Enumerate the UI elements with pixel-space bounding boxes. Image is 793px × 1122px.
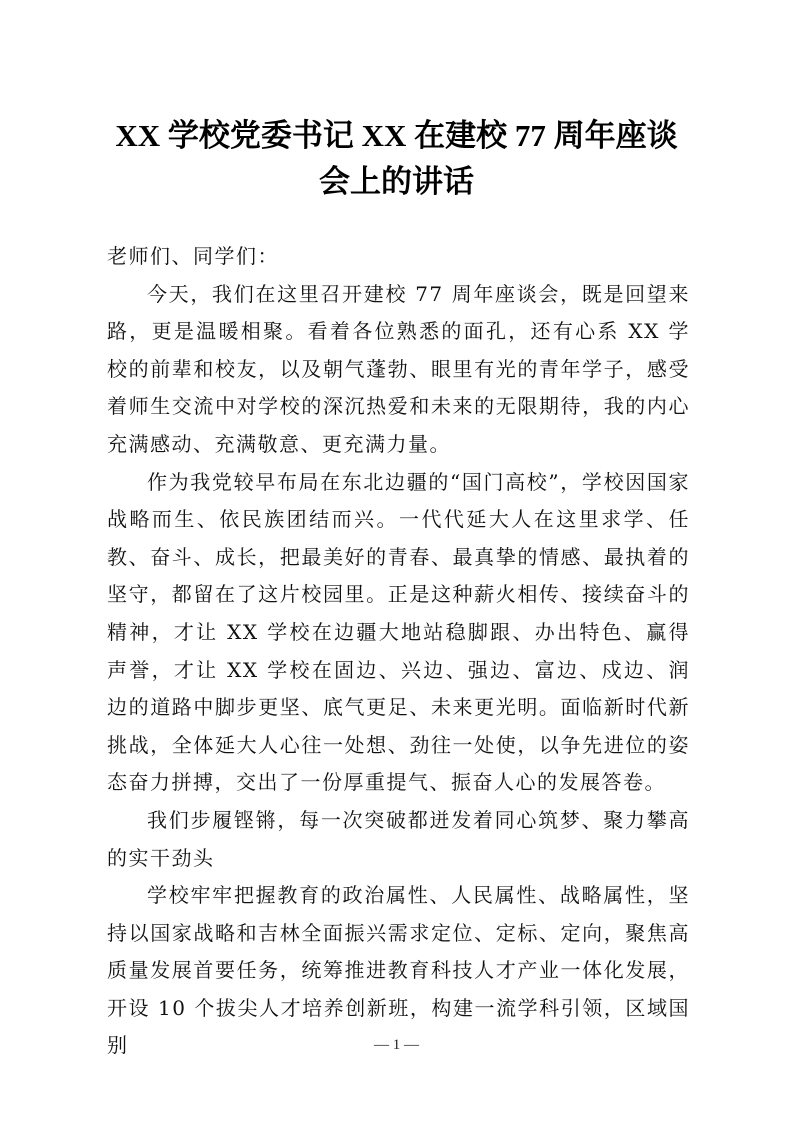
paragraph-2: 作为我党较早布局在东北边疆的“国门高校”，学校因国家战略而生、依民族团结而兴。一代代延大人在这里求学、任教、奋斗、成长，把最美好的青春、最真挚的情感、最执着的坚守，都留在了这片校园里。正是这种薪火相传、接续奋斗的精神，才让 XX 学校在边疆大地站稳脚跟、办出特色、赢得声誉，才让 XX 学校在固边、兴边、强边、富边、戍边、润边的道路中脚步更坚、底气更足、未来更光明。面临新时代新挑战，全体延大人心往一处想、劲往一处使，以争先进位的姿态奋力拼搏，交出了一份厚重提气、振奋人心的发展答卷。 [107,469,690,795]
paragraph-4: 学校牢牢把握教育的政治属性、人民属性、战略属性，坚持以国家战略和吉林全面振兴需求定位、定标、定向，聚焦高质量发展首要任务，统筹推进教育科技人才产业一体化发展，开设 10 个拔尖人才培养创新班，构建一流学科引领，区域国别 [107,883,690,1058]
paragraph-1: 今天，我们在这里召开建校 77 周年座谈会，既是回望来路，更是温暖相聚。看着各位熟悉的面孔，还有心系 XX 学校的前辈和校友，以及朝气蓬勃、眼里有光的青年学子，感受着师生交流中对学校的深沉热爱和未来的无限期待，我的内心充满感动、充满敬意、更充满力量。 [107,281,690,456]
document-body [107,238,690,1065]
salutation: 老师们、同学们： [107,244,279,268]
page-number: — 1 — [374,1037,419,1053]
document-title: XX 学校党委书记 XX 在建校 77 周年座谈会上的讲话 [115,118,678,199]
paragraph-3: 我们步履铿锵，每一次突破都迸发着同心筑梦、聚力攀高的实干劲头 [107,807,690,870]
